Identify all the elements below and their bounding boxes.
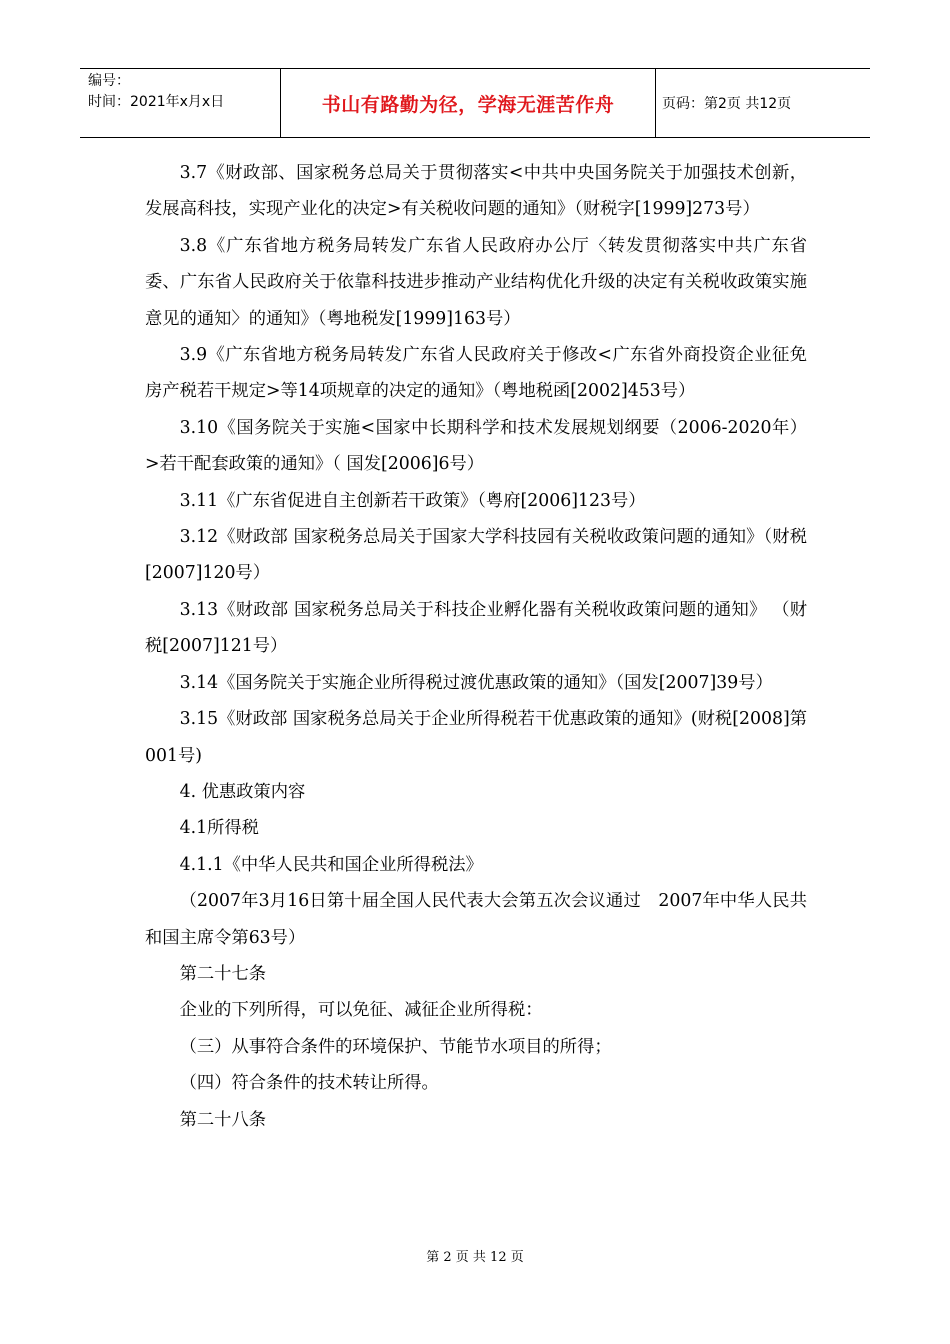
paragraph-3-7: 3.7《财政部、国家税务总局关于贯彻落实<中共中央国务院关于加强技术创新，发展高科技，实现产业化的决定>有关税收问题的通知》（财税字[1999]273号） <box>145 163 807 220</box>
header-meta <box>80 69 281 137</box>
paragraph-3-15: 3.15《财政部 国家税务总局关于企业所得税若干优惠政策的通知》(财税[2008]第001号) <box>145 709 807 766</box>
article-27-item-3: （三）从事符合条件的环境保护、节能节水项目的所得； <box>179 1036 612 1057</box>
page-footer: 第 2 页 共 12 页 <box>426 1250 524 1265</box>
article-28-heading: 第二十八条 <box>179 1109 267 1130</box>
paragraph-3-9: 3.9《广东省地方税务局转发广东省人民政府关于修改<广东省外商投资企业征免房产税若干规定>等14项规章的决定的通知》（粤地税函[2002]453号） <box>145 345 807 402</box>
number-label: 编号： <box>88 73 130 89</box>
paragraph-3-10: 3.10《国务院关于实施<国家中长期科学和技术发展规划纲要（2006-2020年）>若干配套政策的通知》（ 国发[2006]6号） <box>145 417 807 475</box>
paragraph-3-8: 3.8《广东省地方税务局转发广东省人民政府办公厅〈转发贯彻落实中共广东省委、广东省人民政府关于依靠科技进步推动产业结构优化升级的决定有关税收政策实施意见的通知〉的通知》（粤地税发[1999]163号） <box>145 235 807 329</box>
paragraph-3-11: 3.11《广东省促进自主创新若干政策》（粤府[2006]123号） <box>179 490 646 511</box>
header-page-info: 页码：第2页 共12页 <box>662 96 792 112</box>
header-motto: 书山有路勤为径，学海无涯苦作舟 <box>281 69 656 137</box>
date-line: 时间：2021年x月x日 <box>88 94 225 110</box>
document-header <box>80 68 870 138</box>
paragraph-3-14: 3.14《国务院关于实施企业所得税过渡优惠政策的通知》（国发[2007]39号） <box>179 672 773 693</box>
article-27-intro: 企业的下列所得，可以免征、减征企业所得税： <box>179 1000 543 1021</box>
section-heading-4: 4. 优惠政策内容 <box>179 781 306 802</box>
paragraph-3-12: 3.12《财政部 国家税务总局关于国家大学科技园有关税收政策问题的通知》（财税[2007]120号） <box>145 527 807 584</box>
section-heading-4-1: 4.1所得税 <box>179 818 259 839</box>
article-27-heading: 第二十七条 <box>179 963 267 984</box>
section-heading-4-1-1: 4.1.1《中华人民共和国企业所得税法》 <box>179 854 483 875</box>
paragraph-3-13: 3.13《财政部 国家税务总局关于科技企业孵化器有关税收政策问题的通知》 （财税[2007]121号） <box>145 599 807 657</box>
law-adoption-note: （2007年3月16日第十届全国人民代表大会第五次会议通过 2007年中华人民共和国主席令第63号） <box>145 891 807 948</box>
document-body <box>145 155 807 1138</box>
article-27-item-4: （四）符合条件的技术转让所得。 <box>179 1073 439 1094</box>
